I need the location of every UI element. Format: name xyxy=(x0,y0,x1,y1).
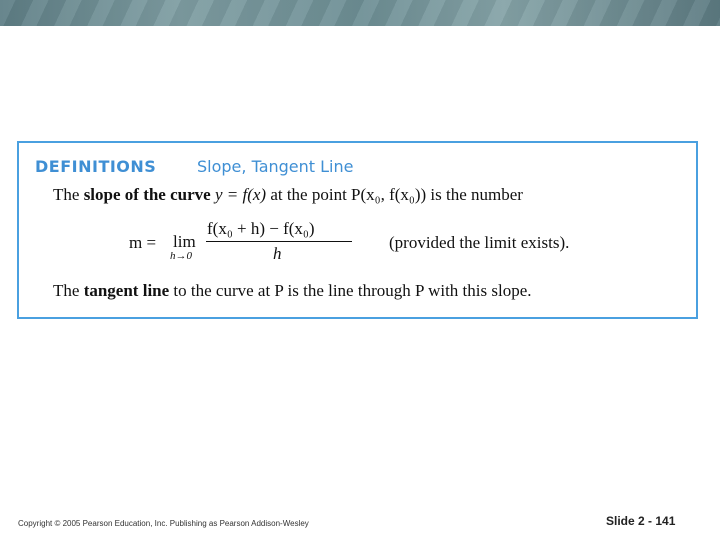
slope-rest: at the point P(x₀, f(x₀)) is the number xyxy=(266,185,523,204)
definition-header xyxy=(35,157,354,176)
fraction-bar xyxy=(206,241,352,242)
definitions-label: DEFINITIONS xyxy=(35,157,157,176)
formula-lhs: m = xyxy=(129,233,157,252)
limit-subscript: h→0 xyxy=(170,250,192,262)
limit-operator: lim xyxy=(173,232,196,251)
slope-statement xyxy=(53,185,523,205)
top-banner xyxy=(0,0,720,26)
fraction-denominator: h xyxy=(273,244,282,263)
slope-term: slope of the curve xyxy=(83,185,211,204)
tangent-statement xyxy=(53,281,531,301)
curve-equation: y = f(x) xyxy=(210,185,267,204)
slope-prefix: The xyxy=(53,185,84,204)
fraction-numerator: f(x₀ + h) − f(x₀) xyxy=(207,219,315,238)
tangent-rest: to the curve at P is the line through P with this slope. xyxy=(169,281,532,300)
definition-title: Slope, Tangent Line xyxy=(197,157,354,176)
tangent-prefix: The xyxy=(53,281,84,300)
copyright-text: Copyright © 2005 Pearson Education, Inc. Publishing as Pearson Addison-Wesley xyxy=(18,519,309,528)
limit-proviso: (provided the limit exists). xyxy=(389,233,570,252)
slide-number: Slide 2 - 141 xyxy=(606,514,676,528)
tangent-term: tangent line xyxy=(83,281,170,300)
